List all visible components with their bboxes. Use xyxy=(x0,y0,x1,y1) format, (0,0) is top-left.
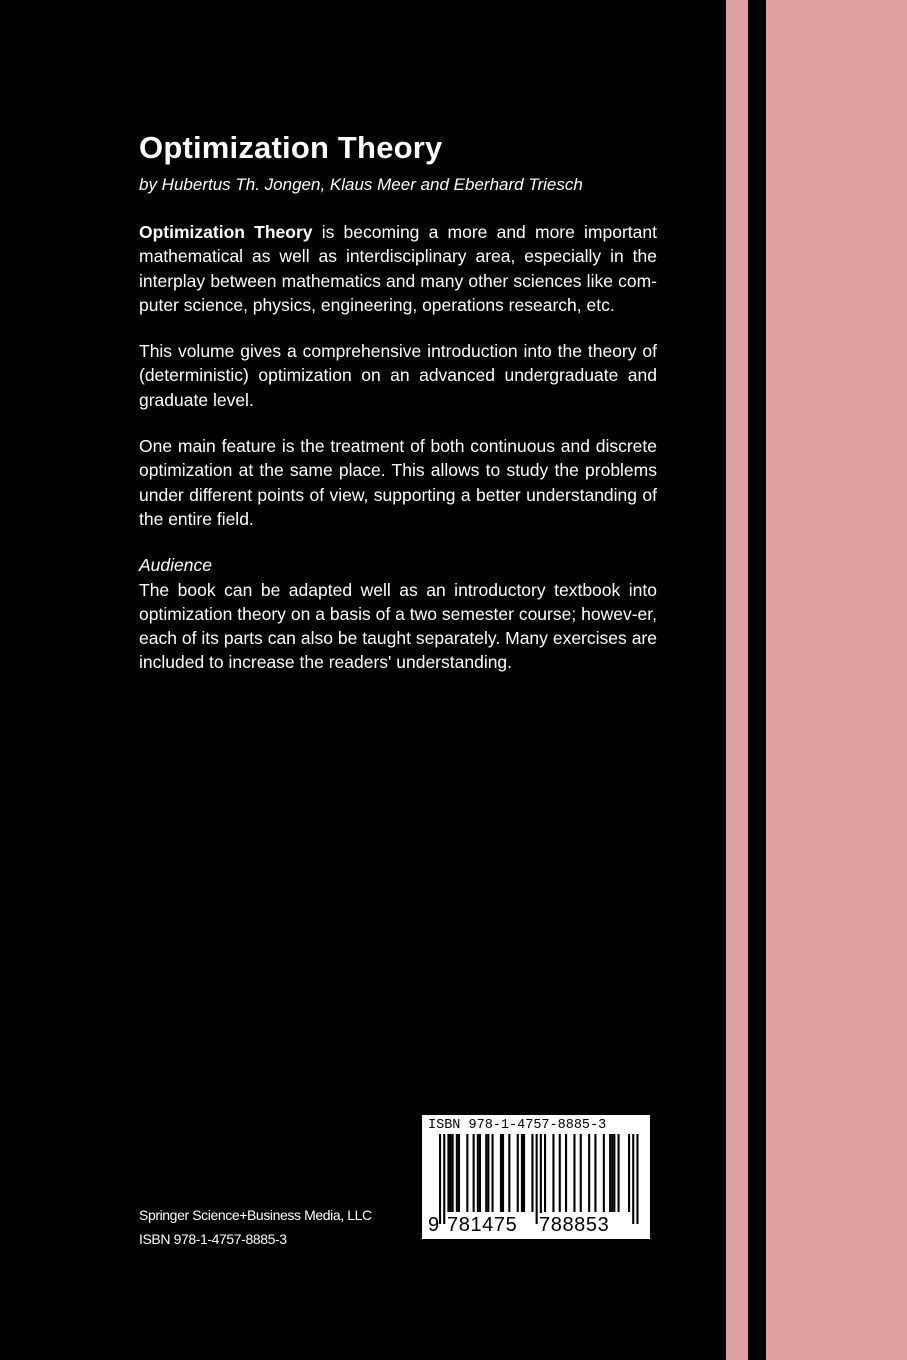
scope-paragraph: This volume gives a comprehensive introduction into the theory of (deterministic) optimization on an advanced undergraduate and graduate level. xyxy=(139,341,657,410)
barcode-bar xyxy=(458,1134,460,1212)
barcode-bar xyxy=(473,1134,475,1212)
barcode-bar xyxy=(632,1134,634,1224)
barcode-bar xyxy=(559,1134,561,1212)
barcode-bar xyxy=(466,1134,468,1212)
barcode-bar xyxy=(479,1134,481,1212)
barcode-bar xyxy=(636,1134,638,1224)
barcode-bar xyxy=(517,1134,519,1212)
publisher-isbn: ISBN 978-1-4757-8885-3 xyxy=(139,1231,287,1247)
intro-paragraph xyxy=(139,220,657,317)
spine-stripe-right xyxy=(766,0,907,1360)
barcode-bar xyxy=(523,1134,525,1212)
barcode-bar xyxy=(531,1134,533,1212)
barcode-bar xyxy=(500,1134,502,1212)
barcode-digit-first: 9 xyxy=(428,1214,440,1236)
barcode-bar xyxy=(536,1134,538,1224)
audience-section xyxy=(139,553,657,674)
barcode-bar xyxy=(544,1134,546,1212)
authors-line: by Hubertus Th. Jongen, Klaus Meer and Eberhard Triesch xyxy=(139,175,583,194)
back-cover-text xyxy=(139,126,657,675)
feature-paragraph: One main feature is the treatment of both continuous and discrete optimization at the same place. This allows to study the problems under different points of view, supporting a better understanding of the entire field. xyxy=(139,436,657,529)
barcode-bar xyxy=(508,1134,510,1212)
barcode-digits-left: 781475 xyxy=(447,1214,518,1236)
barcode-bar xyxy=(450,1134,452,1212)
barcode-bar xyxy=(565,1134,567,1212)
barcode-bar xyxy=(603,1134,605,1212)
barcode-bar xyxy=(573,1134,575,1212)
spine-gap xyxy=(748,0,766,1360)
barcode-bar xyxy=(609,1134,611,1212)
barcode-bar xyxy=(628,1134,630,1212)
barcode-bar xyxy=(443,1134,445,1224)
barcode-bar xyxy=(613,1134,615,1212)
barcode-bar xyxy=(477,1134,479,1212)
intro-text: is becoming a more and more important mathematical as well as interdisciplinary area, especially in the interplay between mathematics and many other sciences like com-puter science, physics, engineering, operations research, etc. xyxy=(139,222,657,315)
barcode-bar xyxy=(540,1134,542,1224)
barcode-bar xyxy=(487,1134,489,1212)
barcode-bar xyxy=(456,1134,458,1212)
barcode-bar xyxy=(452,1134,454,1212)
barcode xyxy=(422,1115,650,1239)
barcode-digits-right: 788853 xyxy=(539,1214,610,1236)
barcode-bar xyxy=(588,1134,590,1212)
audience-text: The book can be adapted well as an introductory textbook into optimization theory on a basis of a two semester course; howev-er, each of its parts can also be taught separately. Many exercises are included to increase the readers' understanding. xyxy=(139,579,657,673)
barcode-bar xyxy=(580,1134,582,1212)
spine-stripe-left xyxy=(726,0,748,1360)
barcode-bar xyxy=(594,1134,596,1212)
barcode-bar xyxy=(618,1134,620,1212)
barcode-bar xyxy=(492,1134,494,1212)
barcode-bar xyxy=(552,1134,554,1212)
publisher-block xyxy=(139,1203,372,1251)
barcode-bar xyxy=(611,1134,613,1212)
barcode-bar xyxy=(521,1134,523,1212)
audience-label: Audience xyxy=(139,555,212,576)
book-title: Optimization Theory xyxy=(139,130,443,165)
intro-lead: Optimization Theory xyxy=(139,222,313,242)
barcode-bar xyxy=(447,1134,449,1212)
barcode-bar xyxy=(485,1134,487,1212)
barcode-isbn-label: ISBN 978-1-4757-8885-3 xyxy=(428,1118,607,1133)
publisher-name: Springer Science+Business Media, LLC xyxy=(139,1207,372,1223)
barcode-bar xyxy=(502,1134,504,1212)
barcode-bar xyxy=(439,1134,441,1224)
